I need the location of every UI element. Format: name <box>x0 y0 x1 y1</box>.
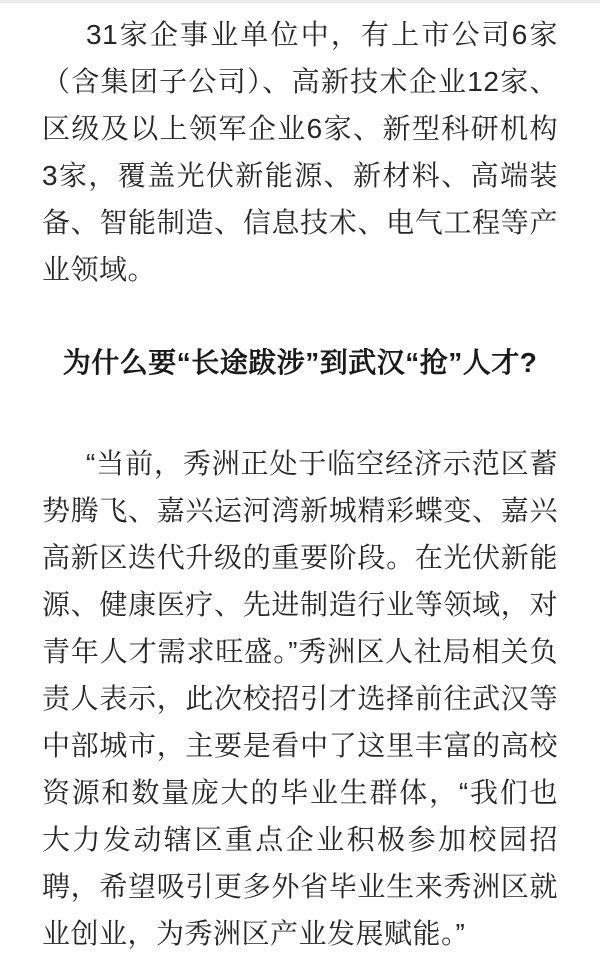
article-body <box>0 3 600 957</box>
paragraph-company-stats: 31家企事业单位中，有上市公司6家（含集团子公司）、高新技术企业12家、区级及以上领军企业6家、新型科研机构3家，覆盖光伏新能源、新材料、高端装备、智能制造、信息技术、电气工程等产业领域。 <box>42 19 558 285</box>
paragraph-official-quote: “当前，秀洲正处于临空经济示范区蓄势腾飞、嘉兴运河湾新城精彩蝶变、嘉兴高新区迭代升级的重要阶段。在光伏新能源、健康医疗、先进制造行业等领域，对青年人才需求旺盛。”秀洲区人社局相关负责人表示，此次校招引才选择前往武汉等中部城市，主要是看中了这里丰富的高校资源和数量庞大的毕业生群体，“我们也大力发动辖区重点企业积极参加校园招聘，希望吸引更多外省毕业生来秀洲区就业创业，为秀洲区产业发展赋能。” <box>42 448 558 949</box>
section-heading: 为什么要“长途跋涉”到武汉“抢”人才? <box>62 347 538 378</box>
